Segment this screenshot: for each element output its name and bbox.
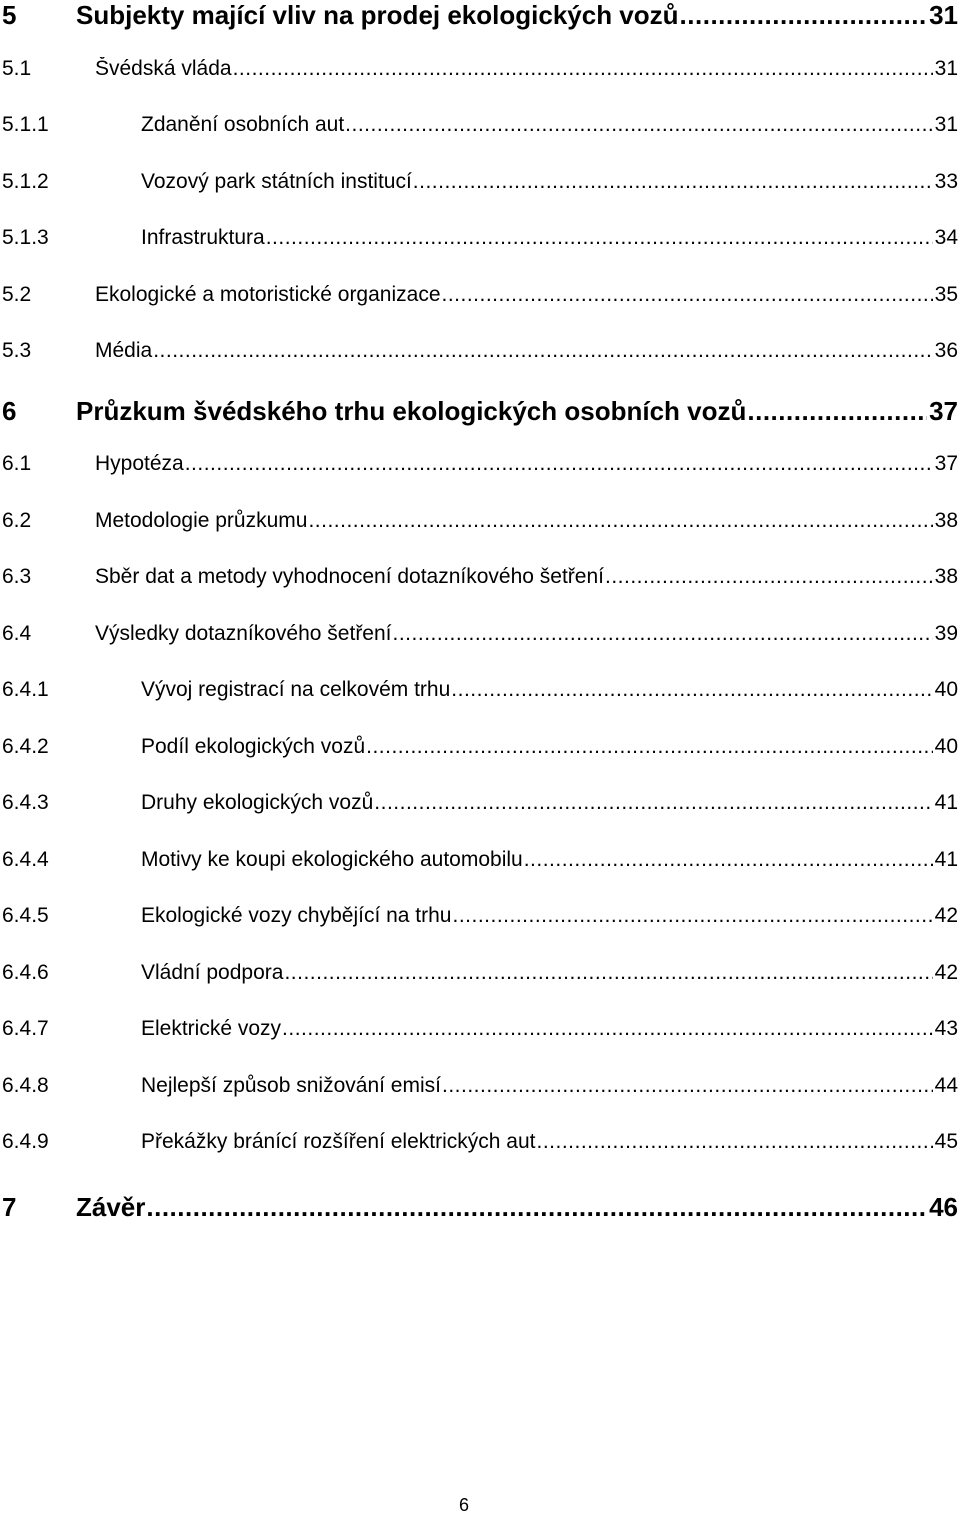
toc-entry[interactable] [0, 622, 958, 656]
toc-dot-leader [308, 509, 932, 533]
toc-entry-body [141, 1074, 958, 1098]
toc-entry-title: Ekologické vozy chybějící na trhu [141, 904, 452, 927]
toc-entry-page: 31 [934, 113, 958, 136]
toc-entry[interactable] [0, 509, 958, 543]
toc-entry-number: 6.3 [2, 565, 32, 588]
toc-dot-leader [680, 0, 928, 31]
toc-entry[interactable] [0, 57, 958, 91]
toc-dot-leader [366, 735, 933, 759]
toc-dot-leader [451, 678, 932, 702]
toc-entry-title: Průzkum švédského trhu ekologických osobních vozů [76, 396, 747, 426]
toc-entry-number: 5.1.1 [2, 113, 49, 136]
toc-entry[interactable] [0, 170, 958, 204]
toc-dot-leader [284, 961, 932, 985]
toc-entry-number: 6.4.3 [2, 791, 49, 814]
toc-entry[interactable] [0, 848, 958, 882]
toc-entry-page: 38 [934, 565, 958, 588]
toc-entry-title: Švédská vláda [95, 57, 232, 80]
toc-entry-body [141, 113, 958, 137]
toc-entry-body [76, 0, 958, 31]
toc-entry[interactable] [0, 735, 958, 769]
toc-entry-number: 6.4.8 [2, 1074, 49, 1097]
toc-entry-page: 41 [934, 848, 958, 871]
toc-entry-number: 5.3 [2, 339, 32, 362]
toc-entry-title: Metodologie průzkumu [95, 509, 308, 532]
toc-entry-body [95, 565, 958, 589]
toc-entry-body [141, 170, 958, 194]
toc-entry-title: Sběr dat a metody vyhodnocení dotazníkového šetření [95, 565, 604, 588]
toc-entry-body [95, 622, 958, 646]
toc-entry-title: Média [95, 339, 153, 362]
toc-entry-number: 6.4 [2, 622, 32, 645]
toc-entry-body [141, 735, 958, 759]
toc-entry[interactable] [0, 961, 958, 995]
toc-entry-body [141, 961, 958, 985]
toc-entry-title: Motivy ke koupi ekologického automobilu [141, 848, 523, 871]
toc-entry-page: 31 [934, 57, 958, 80]
toc-entry-number: 6.4.2 [2, 735, 49, 758]
toc-entry-body [141, 904, 958, 928]
toc-entry-number: 5.1.3 [2, 226, 49, 249]
toc-entry-body [141, 791, 958, 815]
toc-dot-leader [146, 1192, 927, 1223]
toc-dot-leader [536, 1130, 932, 1154]
toc-entry[interactable] [0, 1192, 958, 1226]
toc-entry[interactable] [0, 226, 958, 260]
toc-entry-title: Překážky bránící rozšíření elektrických aut [141, 1130, 536, 1153]
toc-entry-title: Vládní podpora [141, 961, 284, 984]
toc-entry-body [95, 339, 958, 363]
toc-entry-number: 6.4.6 [2, 961, 49, 984]
toc-entry-number: 6.4.4 [2, 848, 49, 871]
toc-entry[interactable] [0, 1074, 958, 1108]
toc-entry-page: 31 [929, 0, 958, 30]
toc-dot-leader [282, 1017, 933, 1041]
toc-dot-leader [747, 396, 927, 427]
toc-entry-title: Vývoj registrací na celkovém trhu [141, 678, 451, 701]
toc-dot-leader [233, 57, 933, 81]
toc-entry-number: 5.1 [2, 57, 32, 80]
toc-entry-page: 33 [934, 170, 958, 193]
toc-dot-leader [266, 226, 933, 250]
toc-entry[interactable] [0, 283, 958, 317]
toc-entry-page: 36 [934, 339, 958, 362]
toc-entry-number: 6.4.7 [2, 1017, 49, 1040]
toc-entry-title: Podíl ekologických vozů [141, 735, 366, 758]
toc-entry-title: Závěr [76, 1192, 146, 1222]
toc-entry-page: 34 [934, 226, 958, 249]
toc-entry-title: Zdanění osobních aut [141, 113, 345, 136]
toc-entry-title: Elektrické vozy [141, 1017, 282, 1040]
toc-entry-page: 40 [934, 735, 958, 758]
toc-entry-title: Druhy ekologických vozů [141, 791, 374, 814]
toc-entry-number: 6.2 [2, 509, 32, 532]
toc-entry-number: 5.1.2 [2, 170, 49, 193]
toc-entry-title: Vozový park státních institucí [141, 170, 412, 193]
toc-entry-title: Ekologické a motoristické organizace [95, 283, 441, 306]
toc-entry-page: 37 [934, 452, 958, 475]
toc-dot-leader [453, 904, 933, 928]
toc-entry[interactable] [0, 113, 958, 147]
toc-entry-number: 6.4.9 [2, 1130, 49, 1153]
toc-dot-leader [153, 339, 932, 363]
toc-dot-leader [185, 452, 933, 476]
toc-entry[interactable] [0, 565, 958, 599]
toc-dot-leader [524, 848, 933, 872]
toc-entry[interactable] [0, 452, 958, 486]
toc-dot-leader [442, 1074, 933, 1098]
toc-entry-number: 5.2 [2, 283, 32, 306]
toc-entry-number: 7 [2, 1192, 17, 1222]
toc-entry-page: 41 [934, 791, 958, 814]
toc-entry-page: 42 [934, 904, 958, 927]
toc-entry-title: Výsledky dotazníkového šetření [95, 622, 392, 645]
toc-entry-page: 42 [934, 961, 958, 984]
toc-entry-page: 38 [934, 509, 958, 532]
toc-entry[interactable] [0, 1130, 958, 1164]
toc-entry-page: 35 [934, 283, 958, 306]
toc-entry[interactable] [0, 0, 958, 34]
toc-dot-leader [442, 283, 933, 307]
toc-entry[interactable] [0, 1017, 958, 1051]
toc-entry-number: 6.4.1 [2, 678, 49, 701]
toc-dot-leader [374, 791, 932, 815]
toc-entry-page: 40 [934, 678, 958, 701]
toc-entry-body [141, 1017, 958, 1041]
toc-entry-title: Nejlepší způsob snižování emisí [141, 1074, 441, 1097]
toc-entry-number: 6.1 [2, 452, 32, 475]
toc-entry-page: 37 [929, 396, 958, 426]
toc-dot-leader [345, 113, 932, 137]
toc-entry-page: 43 [934, 1017, 958, 1040]
toc-entry-body [141, 226, 958, 250]
toc-entry[interactable] [0, 678, 958, 712]
toc-entry-page: 44 [934, 1074, 958, 1097]
toc-entry-body [76, 1192, 958, 1223]
toc-entry-page: 39 [934, 622, 958, 645]
toc-entry-body [95, 57, 958, 81]
toc-entry-body [95, 283, 958, 307]
toc-entry-body [95, 452, 958, 476]
toc-entry-title: Infrastruktura [141, 226, 265, 249]
toc-dot-leader [605, 565, 933, 589]
toc-entry[interactable] [0, 339, 958, 373]
toc-entry[interactable] [0, 904, 958, 938]
toc-entry-body [95, 509, 958, 533]
toc-entry-body [141, 1130, 958, 1154]
toc-dot-leader [393, 622, 933, 646]
toc-entry-body [141, 678, 958, 702]
toc-entry-body [76, 396, 958, 427]
toc-entry-body [141, 848, 958, 872]
page-number: 6 [458, 1495, 469, 1515]
toc-entry-page: 46 [929, 1192, 958, 1222]
toc-entry-number: 6 [2, 396, 17, 426]
toc-entry-number: 6.4.5 [2, 904, 49, 927]
toc-entry[interactable] [0, 791, 958, 825]
toc-entry-title: Subjekty mající vliv na prodej ekologických vozů [76, 0, 679, 30]
toc-entry-title: Hypotéza [95, 452, 184, 475]
toc-entry-page: 45 [934, 1130, 958, 1153]
toc-entry[interactable] [0, 396, 958, 430]
toc-entry-number: 5 [2, 0, 17, 30]
toc-dot-leader [413, 170, 933, 194]
